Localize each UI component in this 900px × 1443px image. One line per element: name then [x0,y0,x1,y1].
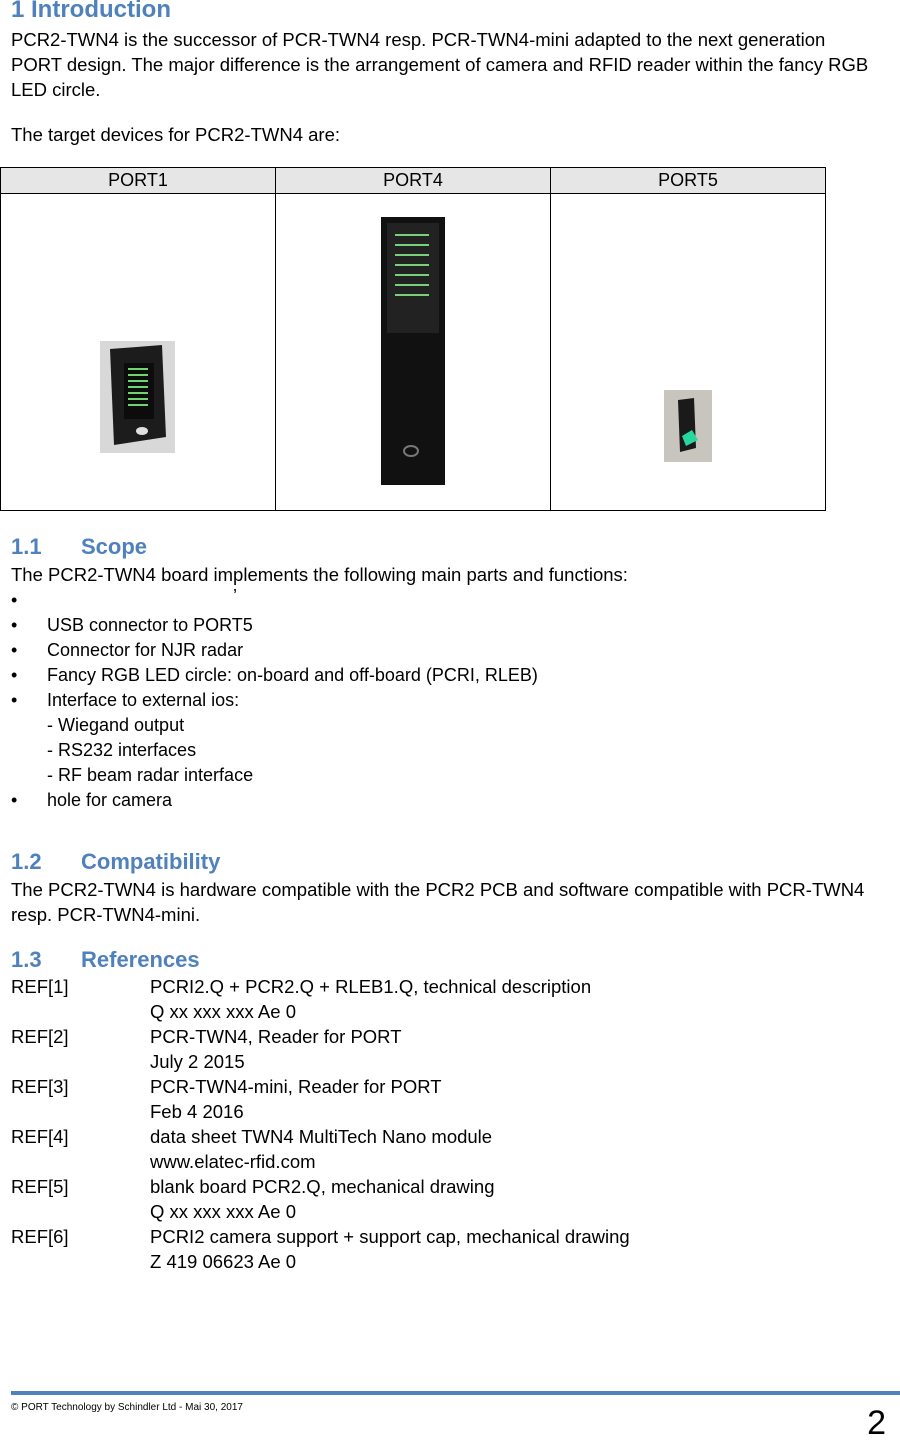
reference-detail: www.elatec-rfid.com [150,1151,316,1172]
targets-intro: The target devices for PCR2-TWN4 are: [11,124,340,145]
reference-row [11,974,630,999]
device-cell-port4 [276,194,551,511]
reference-row [11,1149,630,1174]
list-item [11,638,538,663]
list-item [11,688,538,788]
scope-lead: The PCR2-TWN4 board implements the following main parts and functions: [11,564,628,585]
reference-row [11,1024,630,1049]
list-item [11,613,538,638]
compat-number: 1.2 [11,849,42,874]
reference-detail: Z 419 06623 Ae 0 [150,1251,297,1272]
intro-paragraph: PCR2-TWN4 is the successor of PCR-TWN4 resp. PCR-TWN4-mini adapted to the next generation PORT design. The major difference is the arrangement of camera and RFID reader within the fancy RGB LED circle. [11,29,869,100]
sub-item: - Wiegand output [47,715,185,735]
compat-heading [11,849,220,875]
sub-item: - RS232 interfaces [47,740,197,760]
reference-title: PCRI2.Q + PCR2.Q + RLEB1.Q, technical description [150,976,592,997]
bullet-icon: • [11,690,18,710]
reference-title: PCR-TWN4, Reader for PORT [150,1026,402,1047]
list-item-text: Connector for NJR radar [47,640,244,660]
reference-row [11,1174,630,1199]
reference-row [11,1049,630,1074]
list-item [11,788,538,813]
scope-number: 1.1 [11,534,42,559]
footer-copyright: © PORT Technology by Schindler Ltd - Mai 30, 2017 [11,1402,243,1413]
reference-row [11,1124,630,1149]
device-cell-port5 [551,194,826,511]
reference-detail: Q xx xxx xxx Ae 0 [150,1001,296,1022]
bullet-icon: • [11,590,18,610]
reference-row [11,999,630,1024]
reference-id: REF[3] [11,1076,69,1097]
device-table [0,167,826,511]
sub-item: - RF beam radar interface [47,765,254,785]
reference-id: REF[1] [11,976,69,997]
bullet-icon: • [11,665,18,685]
port4-device-image [381,217,445,485]
list-item-text: USB connector to PORT5 [47,615,253,635]
reference-row [11,1224,630,1249]
refs-title: References [81,947,200,972]
compat-text: The PCR2-TWN4 is hardware compatible with the PCR2 PCB and software compatible with PCR-TWN4 resp. PCR-TWN4-mini. [11,879,865,925]
reference-row [11,1249,630,1274]
scope-list [11,588,538,813]
page-number: 2 [867,1404,886,1442]
reference-id: REF[2] [11,1026,69,1047]
reference-detail: July 2 2015 [150,1051,245,1072]
references-list [11,974,630,1274]
reference-row [11,1199,630,1224]
reference-title: data sheet TWN4 MultiTech Nano module [150,1126,493,1147]
footer-divider [11,1391,900,1395]
list-item [11,663,538,688]
device-header-port1: PORT1 [1,168,276,194]
refs-number: 1.3 [11,947,42,972]
list-item-text: ’ [233,586,237,606]
port1-device-image [100,341,175,453]
device-header-port4: PORT4 [276,168,551,194]
reference-detail: Q xx xxx xxx Ae 0 [150,1201,296,1222]
section-heading-introduction: 1 Introduction [11,0,171,23]
list-item-text: Interface to external ios: [47,690,240,710]
reference-id: REF[5] [11,1176,69,1197]
list-item [11,588,538,613]
list-item-text: Fancy RGB LED circle: on-board and off-board (PCRI, RLEB) [47,665,538,685]
scope-title: Scope [81,534,148,559]
reference-title: blank board PCR2.Q, mechanical drawing [150,1176,495,1197]
bullet-icon: • [11,615,18,635]
reference-id: REF[4] [11,1126,69,1147]
reference-id: REF[6] [11,1226,69,1247]
reference-row [11,1074,630,1099]
list-item-text: hole for camera [47,790,173,810]
compat-title: Compatibility [81,849,221,874]
port5-device-image [664,390,712,462]
bullet-icon: • [11,640,18,660]
device-cell-port1 [1,194,276,511]
reference-row [11,1099,630,1124]
bullet-icon: • [11,790,18,810]
scope-heading [11,534,147,560]
device-header-port5: PORT5 [551,168,826,194]
reference-title: PCR-TWN4-mini, Reader for PORT [150,1076,442,1097]
refs-heading [11,947,200,973]
reference-detail: Feb 4 2016 [150,1101,244,1122]
reference-title: PCRI2 camera support + support cap, mechanical drawing [150,1226,630,1247]
